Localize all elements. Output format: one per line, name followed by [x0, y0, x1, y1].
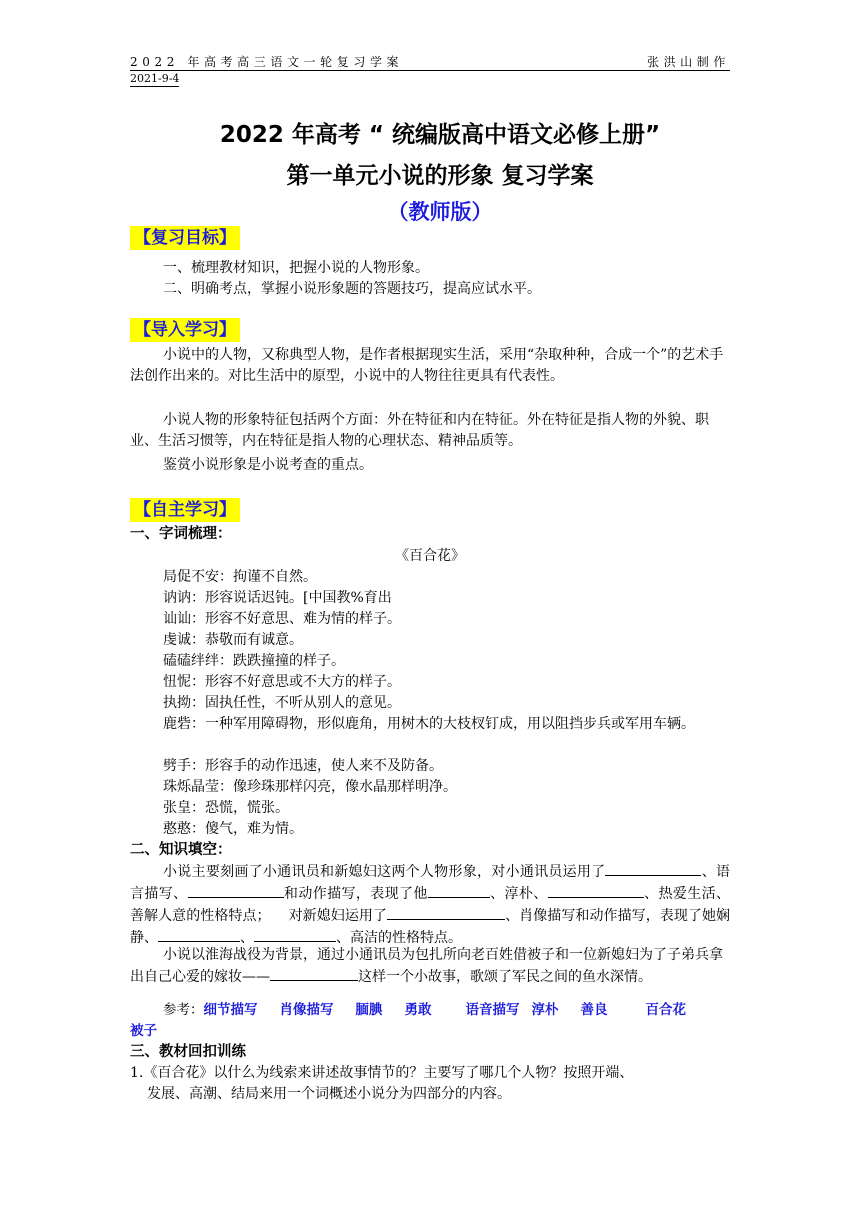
intro-paragraph: 鉴赏小说形象是小说考查的重点。	[163, 457, 373, 473]
answer-blank[interactable]	[254, 927, 336, 942]
word-entry: 珠烁晶莹：像珍珠那样闪亮，像水晶那样明净。	[163, 779, 457, 795]
fill-paragraph-2: 小说以淮海战役为背景，通过小通讯员为包扎所向老百姓借被子和一位新媳妇为了子弟兵拿出自己心爱的嫁妆—— 这样一个小故事，歌颂了军民之间的鱼水深情。	[130, 947, 723, 985]
intro-paragraph: 小说人物的形象特征包括两个方面：外在特征和内在特征。外在特征是指人物的外貌、职业、生活习惯等，内在特征是指人物的心理状态、精神品质等。	[130, 412, 709, 449]
answer-blank[interactable]	[548, 883, 644, 898]
word-entry: 张皇：恐慌，慌张。	[163, 800, 289, 816]
question-1-line-1: 1.《百合花》以什么为线索来讲述故事情节的？主要写了哪几个人物？按照开端、	[130, 1065, 634, 1081]
intro-paragraph: 小说中的人物，又称典型人物，是作者根据现实生活，采用“杂取种种，合成一个”的艺术手法创作出来的。对比生活中的原型，小说中的人物往往更具有代表性。	[130, 347, 724, 384]
word-entry: 劈手：形容手的动作迅速，使人来不及防备。	[163, 758, 443, 774]
word-entry: 虔诚：恭敬而有诚意。	[163, 632, 303, 648]
reference-answers: 参考：细节描写 肖像描写 腼腆 勇敢 语音描写 淳朴 善良 百合花 被子	[130, 1002, 686, 1039]
header-date: 2021-9-4	[130, 72, 180, 85]
header-left: 2022 年高考高三语文一轮复习学案	[130, 55, 404, 69]
page-header	[130, 52, 730, 71]
part-2-heading: 二、知识填空：	[130, 842, 232, 858]
word-entry: 执拗：固执任性，不听从别人的意见。	[163, 695, 401, 711]
section-self-heading: 【自主学习】	[130, 498, 240, 522]
word-entry: 忸怩：形容不好意思或不大方的样子。	[163, 674, 401, 690]
title-line-2: 第一单元小说的形象 复习学案	[286, 163, 594, 189]
section-goals-heading: 【复习目标】	[130, 226, 240, 250]
fill-paragraph-1: 小说主要刻画了小通讯员和新媳妇这两个人物形象，对小通讯员运用了 、语言描写、 和动作描写，表现了他 、淳朴、 、热爱生活、善解人意的性格特点； 对新媳妇运用了 、肖像描写和动作描写，表现了她娴静、 、 、高洁的性格特点。	[130, 861, 730, 949]
goal-item: 一、梳理教材知识，把握小说的人物形象。	[163, 260, 429, 276]
answer-blank[interactable]	[270, 966, 358, 981]
word-entry: 讪讪：形容不好意思、难为情的样子。	[163, 611, 401, 627]
work-title: 《百合花》	[395, 548, 465, 564]
word-entry: 鹿砦：一种军用障碍物，形似鹿角，用树木的大枝杈钉成，用以阻挡步兵或军用车辆。	[163, 716, 695, 732]
section-intro-heading: 【导入学习】	[130, 318, 240, 342]
answer-blank[interactable]	[428, 883, 490, 898]
word-entry: 磕磕绊绊：跌跌撞撞的样子。	[163, 653, 345, 669]
title-line-3: （教师版）	[387, 199, 493, 224]
question-1-line-2: 发展、高潮、结局来用一个词概述小说分为四部分的内容。	[147, 1086, 511, 1102]
answer-blank[interactable]	[387, 905, 505, 920]
part-3-heading: 三、教材回扣训练	[130, 1044, 246, 1060]
goal-item: 二、明确考点，掌握小说形象题的答题技巧，提高应试水平。	[163, 281, 541, 297]
answer-blank[interactable]	[605, 861, 701, 876]
header-right: 张洪山制作	[646, 55, 730, 69]
part-1-heading: 一、字词梳理：	[130, 526, 232, 542]
answer-blank[interactable]	[158, 927, 240, 942]
answer-blank[interactable]	[188, 883, 284, 898]
word-entry: 讷讷：形容说话迟钝。[中国教%育出	[163, 590, 392, 606]
title-line-1: 2022 年高考 “ 统编版高中语文必修上册”	[219, 122, 661, 148]
word-entry: 局促不安：拘谨不自然。	[163, 569, 317, 585]
word-entry: 憨憨：傻气，难为情。	[163, 821, 303, 837]
